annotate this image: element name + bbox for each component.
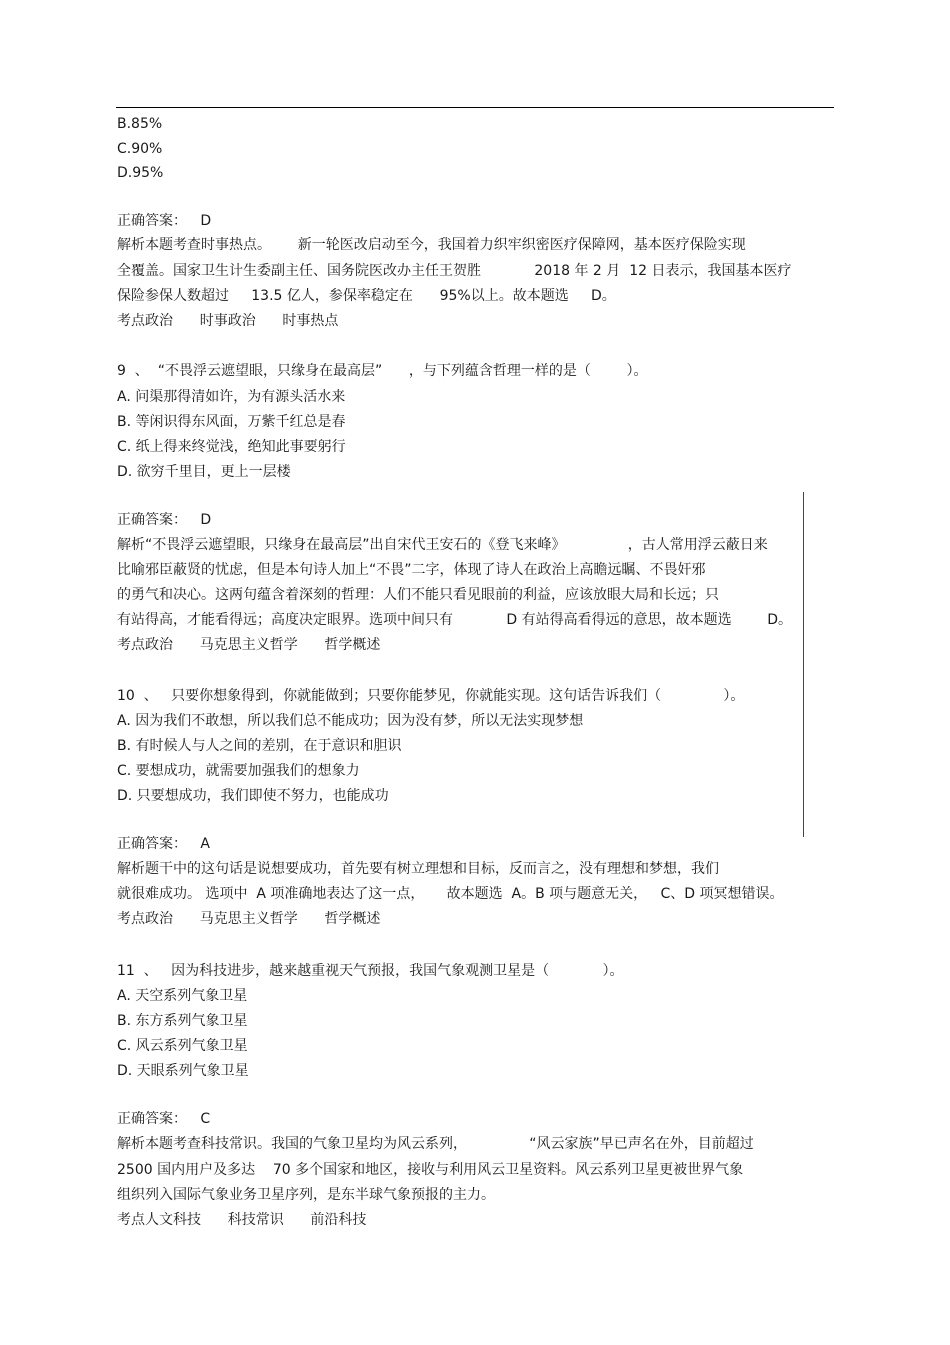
text-line: 比喻邪臣蔽贤的忧虑，但是本句诗人加上“不畏”二字，体现了诗人在政治上高瞻远瞩、不畏奸邪 <box>117 562 706 578</box>
text-line: D.95% <box>117 165 164 181</box>
text-line: 考点政治 时事政治 时事热点 <box>117 313 339 329</box>
text-line: D. 只要想成功，我们即使不努力，也能成功 <box>117 788 389 804</box>
header-rule <box>116 107 834 108</box>
text-line: D. 天眼系列气象卫星 <box>117 1063 249 1079</box>
text-line: A. 因为我们不敢想，所以我们总不能成功；因为没有梦，所以无法实现梦想 <box>117 713 584 729</box>
text-line: 解析题干中的这句话是说想要成功，首先要有树立理想和目标，反而言之，没有理想和梦想，我们 <box>117 861 719 877</box>
text-line: 全覆盖。国家卫生计生委副主任、国务院医改办主任王贺胜 2018 年 2 月 12 日表示，我国基本医疗 <box>117 263 792 279</box>
text-line: 11 、 因为科技进步，越来越重视天气预报，我国气象观测卫星是（ ）。 <box>117 963 624 979</box>
text-line: 10 、 只要你想象得到，你就能做到；只要你能梦见，你就能实现。这句话告诉我们（ ）。 <box>117 688 745 704</box>
text-line: B. 东方系列气象卫星 <box>117 1013 248 1029</box>
text-line: B.85% <box>117 116 163 132</box>
text-line: 的勇气和决心。这两句蕴含着深刻的哲理：人们不能只看见眼前的利益，应该放眼大局和长远；只 <box>117 587 719 603</box>
text-line: 解析本题考查科技常识。我国的气象卫星均为风云系列， “风云家族”早已声名在外，目前超过 <box>117 1136 754 1152</box>
text-line: 解析“不畏浮云遮望眼，只缘身在最高层”出自宋代王安石的《登飞来峰》 ，古人常用浮云蔽日来 <box>117 537 768 553</box>
text-line: 9 、 “不畏浮云遮望眼，只缘身在最高层” ，与下列蕴含哲理一样的是（ ）。 <box>117 363 648 379</box>
text-line: 2500 国内用户及多达 70 多个国家和地区，接收与利用风云卫星资料。风云系列卫星更被世界气象 <box>117 1162 744 1178</box>
text-line: 考点政治 马克思主义哲学 哲学概述 <box>117 637 381 653</box>
text-line: A. 问渠那得清如许，为有源头活水来 <box>117 389 346 405</box>
text-line: 正确答案： C <box>117 1111 211 1127</box>
text-line: 正确答案： D <box>117 512 212 528</box>
text-line: B. 有时候人与人之间的差别，在于意识和胆识 <box>117 738 402 754</box>
text-line: C.90% <box>117 141 163 157</box>
margin-rule <box>803 492 804 837</box>
text-line: 有站得高，才能看得远；高度决定眼界。选项中间只有 D 有站得高看得远的意思，故本题选 D。 <box>117 612 793 628</box>
text-line: B. 等闲识得东风面，万紫千红总是春 <box>117 414 346 430</box>
text-line: 正确答案： A <box>117 836 210 852</box>
text-line: 考点人文科技 科技常识 前沿科技 <box>117 1212 367 1228</box>
text-line: C. 纸上得来终觉浅，绝知此事要躬行 <box>117 439 346 455</box>
text-line: 考点政治 马克思主义哲学 哲学概述 <box>117 911 381 927</box>
text-line: 正确答案： D <box>117 213 212 229</box>
text-line: 就很难成功。 选项中 A 项准确地表达了这一点， 故本题选 A。B 项与题意无关， C、D 项冥想错误。 <box>117 886 784 902</box>
text-line: C. 风云系列气象卫星 <box>117 1038 248 1054</box>
text-line: A. 天空系列气象卫星 <box>117 988 248 1004</box>
text-line: 组织列入国际气象业务卫星序列，是东半球气象预报的主力。 <box>117 1187 495 1203</box>
text-line: 保险参保人数超过 13.5 亿人，参保率稳定在 95%以上。故本题选 D。 <box>117 288 616 304</box>
text-line: 解析本题考查时事热点。 新一轮医改启动至今，我国着力织牢织密医疗保障网，基本医疗保险实现 <box>117 237 746 253</box>
text-line: D. 欲穷千里目，更上一层楼 <box>117 464 291 480</box>
text-line: C. 要想成功，就需要加强我们的想象力 <box>117 763 360 779</box>
